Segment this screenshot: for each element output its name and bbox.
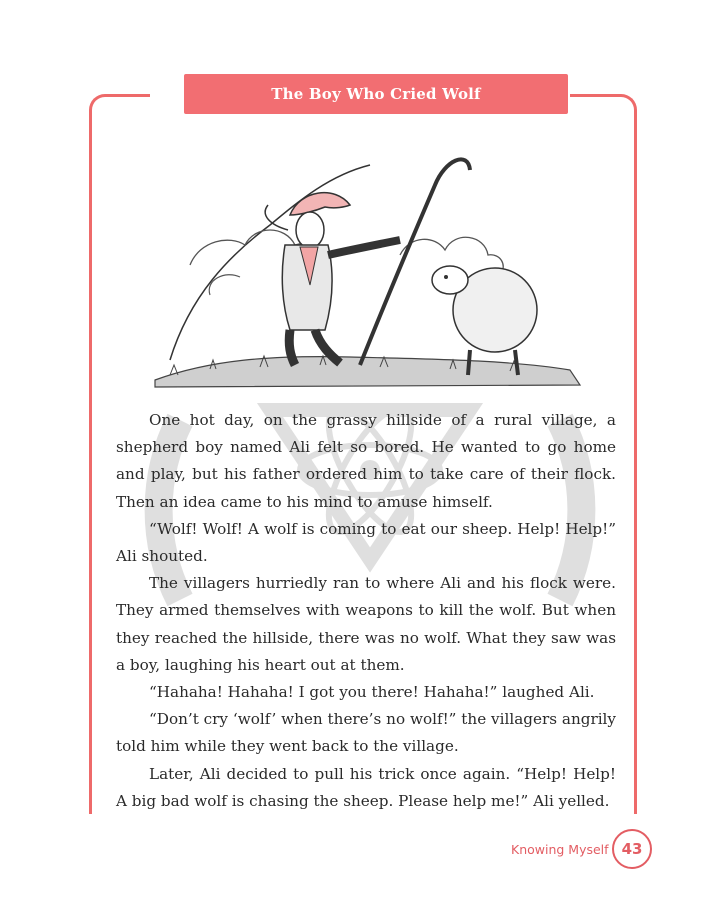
story-text <box>116 407 616 815</box>
page-number: 43 <box>612 829 652 869</box>
story-paragraph: One hot day, on the grassy hillside of a rural village, a shepherd boy named Ali felt so bored. He wanted to go home and play, but his father ordered him to take care of their flock. Then an idea came to his mind to amuse himself. <box>116 411 616 511</box>
story-paragraph: “Don’t cry ‘wolf’ when there’s no wolf!” the villagers angrily told him while they went back to the village. <box>116 710 616 756</box>
shepherd-illustration <box>150 145 590 395</box>
story-paragraph: “Hahaha! Hahaha! I got you there! Hahaha!” laughed Ali. <box>149 683 595 702</box>
title-banner <box>184 74 568 114</box>
story-title: The Boy Who Cried Wolf <box>271 85 481 103</box>
story-paragraph: “Wolf! Wolf! A wolf is coming to eat our sheep. Help! Help!” Ali shouted. <box>116 519 616 566</box>
story-paragraph: The villagers hurriedly ran to where Ali and his flock were. They armed themselves with weapons to kill the wolf. But when they reached the hillside, there was no wolf. What they saw was a boy, laughing his heart out at them. <box>116 574 616 674</box>
story-paragraph: Later, Ali decided to pull his trick once again. “Help! Help! A big bad wolf is chasing the sheep. Please help me!” Ali yelled. <box>116 764 616 810</box>
section-label: Knowing Myself <box>511 842 609 857</box>
